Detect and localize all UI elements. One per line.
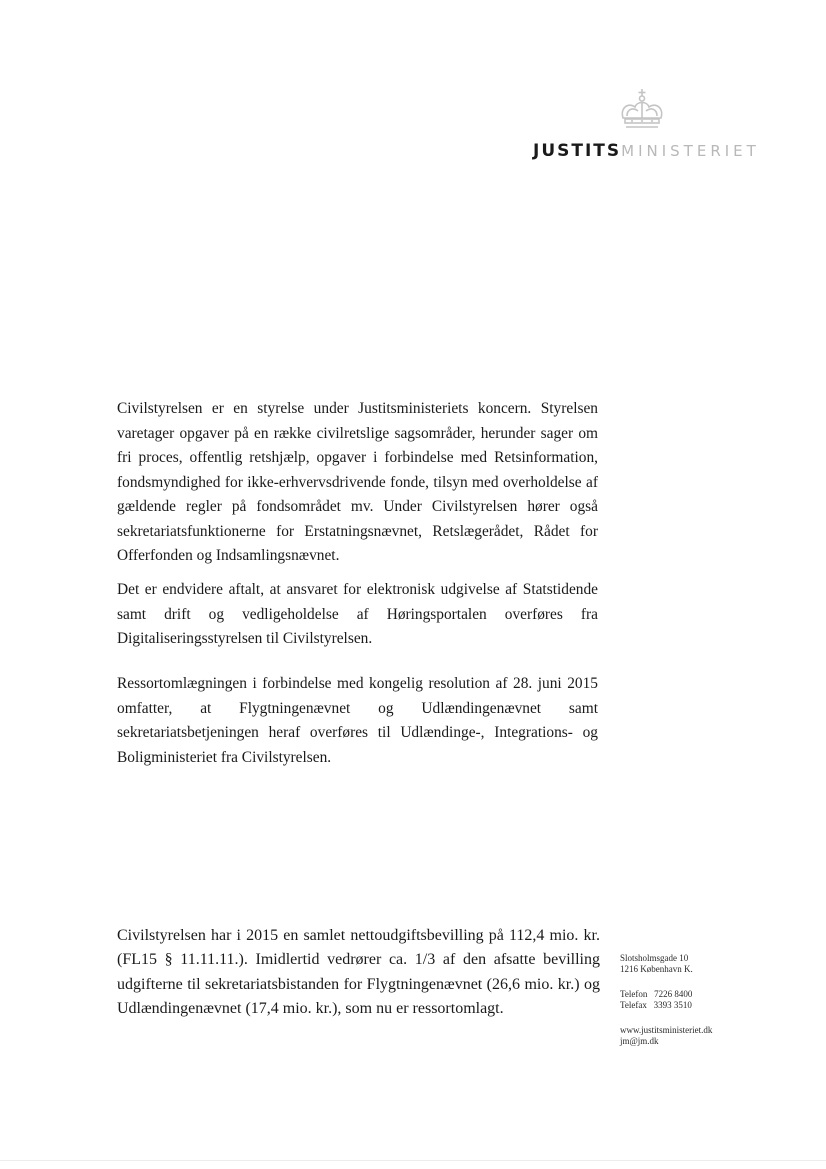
- wordmark-light: MINISTERIET: [621, 142, 760, 160]
- phone-number: Telefon 7226 8400: [620, 989, 693, 999]
- body-paragraph-4: Civilstyrelsen har i 2015 en samlet nettoudgiftsbevilling på 112,4 mio. kr. (FL15 § 11.11.11.). Imidlertid vedrører ca. 1/3 af den afsatte bevilling udgifterne til sekretariatsbistanden for Flygtningenævnet (26,6 mio. kr.) og Udlændingenævnet (17,4 mio. kr.), som nu er ressortomlagt.: [117, 927, 600, 1018]
- crown-logo-icon: [617, 88, 667, 134]
- email-link[interactable]: jm@jm.dk: [620, 1036, 659, 1046]
- contact-sidebar: [620, 953, 712, 1047]
- footer-divider: [0, 1160, 826, 1161]
- address-street: Slotsholmsgade 10: [620, 953, 689, 963]
- ministry-wordmark: [533, 141, 760, 161]
- body-paragraph-3: Ressortomlægningen i forbindelse med kongelig resolution af 28. juni 2015 omfatter, at Flygtningenævnet og Udlændingenævnet samt sekretariatsbetjeningen heraf overføres til Udlændinge-, Integrations- og Boligministeriet fra Civilstyrelsen.: [117, 675, 598, 766]
- body-paragraph-2: Det er endvidere aftalt, at ansvaret for elektronisk udgivelse af Statstidende samt drift og vedligeholdelse af Høringsportalen overføres fra Digitaliseringsstyrelsen til Civilstyrelsen.: [117, 581, 598, 647]
- fax-number: Telefax 3393 3510: [620, 1000, 692, 1010]
- address-city: 1216 København K.: [620, 964, 693, 974]
- wordmark-bold: JUSTITS: [533, 141, 622, 161]
- body-paragraph-1: Civilstyrelsen er en styrelse under Justitsministeriets koncern. Styrelsen varetager opgaver på en række civilretslige sagsområder, herunder sager om fri proces, offentlig retshjælp, opgaver i forbindelse med Retsinformation, fondsmyndighed for ikke-erhvervsdrivende fonde, tilsyn med overholdelse af gældende regler på fondsområdet mv. Under Civilstyrelsen hører også sekretariatsfunktionerne for Erstatningsnævnet, Retslægerådet, Rådet for Offerfonden og Indsamlingsnævnet.: [117, 400, 598, 564]
- website-link[interactable]: www.justitsministeriet.dk: [620, 1025, 713, 1035]
